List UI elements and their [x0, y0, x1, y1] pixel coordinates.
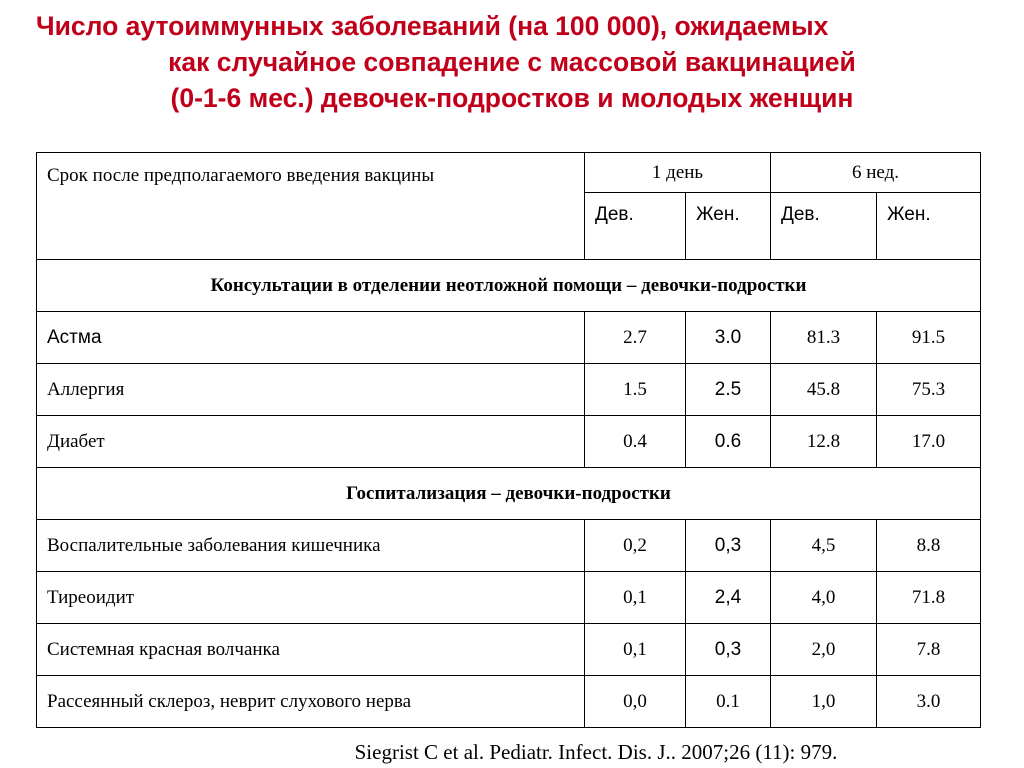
row-label: Системная красная волчанка — [37, 624, 585, 676]
value-cell: 3.0 — [877, 676, 981, 728]
section-row-hospitalization — [37, 468, 981, 520]
value-cell: 0.4 — [585, 416, 686, 468]
value-cell: 71.8 — [877, 572, 981, 624]
section-title: Госпитализация – девочки-подростки — [37, 468, 981, 520]
value-cell: 3.0 — [686, 312, 771, 364]
subheader-women-1: Жен. — [686, 193, 771, 260]
value-cell: 2,4 — [686, 572, 771, 624]
row-label: Воспалительные заболевания кишечника — [37, 520, 585, 572]
section-row-emergency — [37, 260, 981, 312]
value-cell: 91.5 — [877, 312, 981, 364]
table-row — [37, 624, 981, 676]
value-cell: 8.8 — [877, 520, 981, 572]
value-cell: 75.3 — [877, 364, 981, 416]
table-row — [37, 416, 981, 468]
table-row — [37, 572, 981, 624]
subheader-girls-1: Дев. — [585, 193, 686, 260]
citation: Siegrist C et al. Pediatr. Infect. Dis. J.. 2007;26 (11): 979. — [354, 740, 838, 764]
header-group-1-day: 1 день — [585, 153, 771, 193]
title-line-3: (0-1-6 мес.) девочек-подростков и молодых женщин — [170, 83, 854, 113]
value-cell: 1,0 — [771, 676, 877, 728]
row-label: Диабет — [37, 416, 585, 468]
value-cell: 0,0 — [585, 676, 686, 728]
value-cell: 0.6 — [686, 416, 771, 468]
subheader-women-2: Жен. — [877, 193, 981, 260]
row-label: Рассеянный склероз, неврит слухового нерва — [37, 676, 585, 728]
header-label-cell: Срок после предполагаемого введения вакцины — [37, 153, 585, 260]
value-cell: 0.1 — [686, 676, 771, 728]
header-row — [37, 153, 981, 193]
value-cell: 4,0 — [771, 572, 877, 624]
value-cell: 45.8 — [771, 364, 877, 416]
value-cell: 81.3 — [771, 312, 877, 364]
value-cell: 0,1 — [585, 624, 686, 676]
table-row — [37, 364, 981, 416]
value-cell: 4,5 — [771, 520, 877, 572]
value-cell: 1.5 — [585, 364, 686, 416]
page-title — [0, 8, 1024, 116]
row-label: Астма — [37, 312, 585, 364]
value-cell: 17.0 — [877, 416, 981, 468]
row-label: Тиреоидит — [37, 572, 585, 624]
table-row — [37, 312, 981, 364]
value-cell: 0,3 — [686, 624, 771, 676]
value-cell: 7.8 — [877, 624, 981, 676]
value-cell: 2.5 — [686, 364, 771, 416]
value-cell: 2.7 — [585, 312, 686, 364]
table-row — [37, 520, 981, 572]
row-label: Аллергия — [37, 364, 585, 416]
value-cell: 0,2 — [585, 520, 686, 572]
table-row — [37, 676, 981, 728]
autoimmune-incidence-table — [36, 152, 981, 728]
value-cell: 12.8 — [771, 416, 877, 468]
value-cell: 0,3 — [686, 520, 771, 572]
section-title: Консультации в отделении неотложной помощи – девочки-подростки — [37, 260, 981, 312]
value-cell: 2,0 — [771, 624, 877, 676]
title-line-1: Число аутоиммунных заболеваний (на 100 000), ожидаемых — [36, 11, 829, 41]
header-group-6-weeks: 6 нед. — [771, 153, 981, 193]
value-cell: 0,1 — [585, 572, 686, 624]
subheader-girls-2: Дев. — [771, 193, 877, 260]
title-line-2: как случайное совпадение с массовой вакцинацией — [168, 47, 856, 77]
